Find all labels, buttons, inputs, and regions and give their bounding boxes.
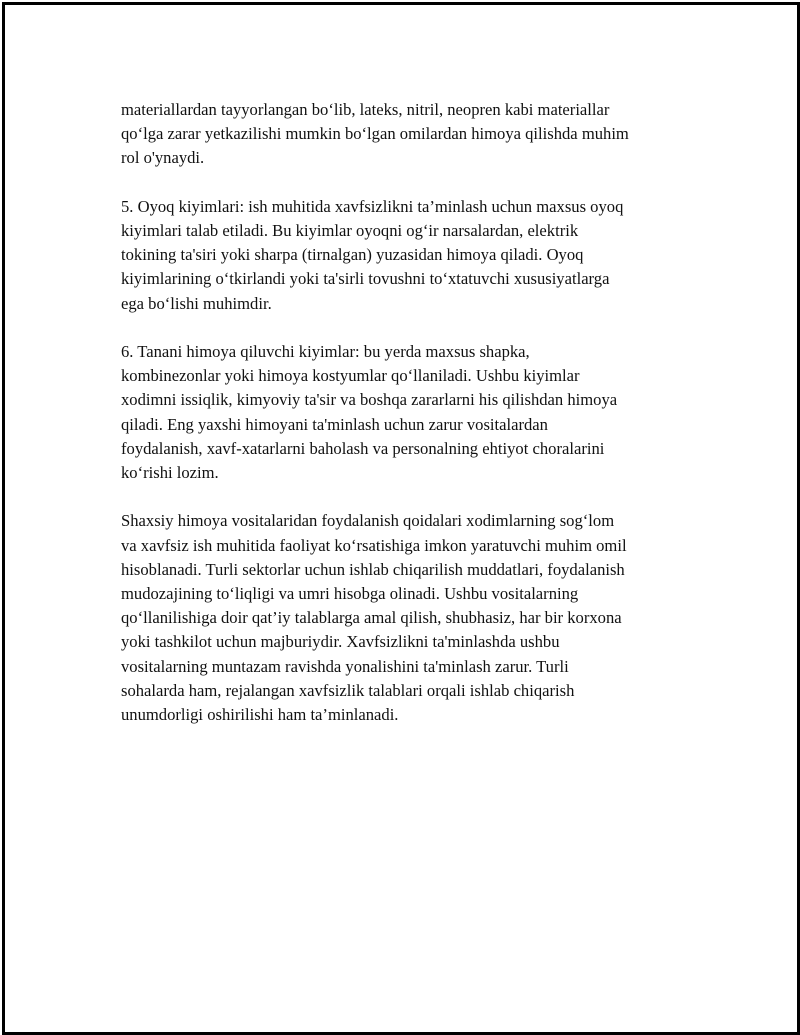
text-line: rol o'ynaydi.: [121, 148, 205, 168]
text-line: kiyimlarining o‘tkirlandi yoki ta'sirli tovushni to‘xtatuvchi xususiyatlarga: [121, 269, 610, 289]
text-line: ega bo‘lishi muhimdir.: [121, 293, 272, 313]
text-line: va xavfsiz ish muhitida faoliyat ko‘rsatishiga imkon yaratuvchi muhim omil: [121, 535, 627, 555]
text-line: 6. Tanani himoya qiluvchi kiyimlar: bu yerda maxsus shapka,: [121, 342, 530, 361]
text-line: vositalarning muntazam ravishda yonalishini ta'minlash zarur. Turli: [121, 656, 569, 676]
paragraph-gloves-continued: [121, 98, 691, 171]
paragraph-rules-summary: [121, 509, 691, 727]
text-line: foydalanish, xavf-xatarlarni baholash va personalning ehtiyot choralarini: [121, 438, 605, 458]
text-line: kombinezonlar yoki himoya kostyumlar qo‘llaniladi. Ushbu kiyimlar: [121, 366, 580, 386]
text-line: Shaxsiy himoya vositalaridan foydalanish qoidalari xodimlarning sog‘lom: [121, 511, 615, 531]
text-line: qiladi. Eng yaxshi himoyani ta'minlash uchun zarur vositalardan: [121, 414, 548, 434]
text-line: sohalarda ham, rejalangan xavfsizlik talablari orqali ishlab chiqarish: [121, 680, 575, 700]
text-line: hisoblanadi. Turli sektorlar uchun ishlab chiqarilish muddatlari, foydalanish: [121, 559, 625, 579]
text-line: 5. Oyoq kiyimlari: ish muhitida xavfsizlikni ta’minlash uchun maxsus oyoq: [121, 196, 624, 216]
paragraph-body-protection: [121, 340, 691, 485]
page-body-text: [121, 98, 691, 751]
text-line: tokining ta'siri yoki sharpa (tirnalgan) yuzasidan himoya qiladi. Oyoq: [121, 245, 584, 265]
text-line: kiyimlari talab etiladi. Bu kiyimlar oyoqni og‘ir narsalardan, elektrik: [121, 221, 579, 240]
paragraph-footwear: [121, 195, 691, 316]
text-line: unumdorligi oshirilishi ham ta’minlanadi.: [121, 705, 399, 725]
text-line: materiallardan tayyorlangan bo‘lib, lateks, nitril, neopren kabi materiallar: [121, 100, 610, 119]
text-line: xodimni issiqlik, kimyoviy ta'sir va boshqa zararlarni his qilishdan himoya: [121, 390, 618, 410]
text-line: mudozajining to‘liqligi va umri hisobga olinadi. Ushbu vositalarning: [121, 584, 579, 604]
text-line: qo‘llanilishiga doir qat’iy talablarga amal qilish, shubhasiz, har bir korxona: [121, 608, 622, 628]
text-line: yoki tashkilot uchun majburiydir. Xavfsizlikni ta'minlashda ushbu: [121, 632, 560, 652]
text-line: qo‘lga zarar yetkazilishi mumkin bo‘lgan omilardan himoya qilishda muhim: [121, 124, 629, 144]
document-page: [2, 2, 800, 1035]
text-line: ko‘rishi lozim.: [121, 463, 219, 483]
